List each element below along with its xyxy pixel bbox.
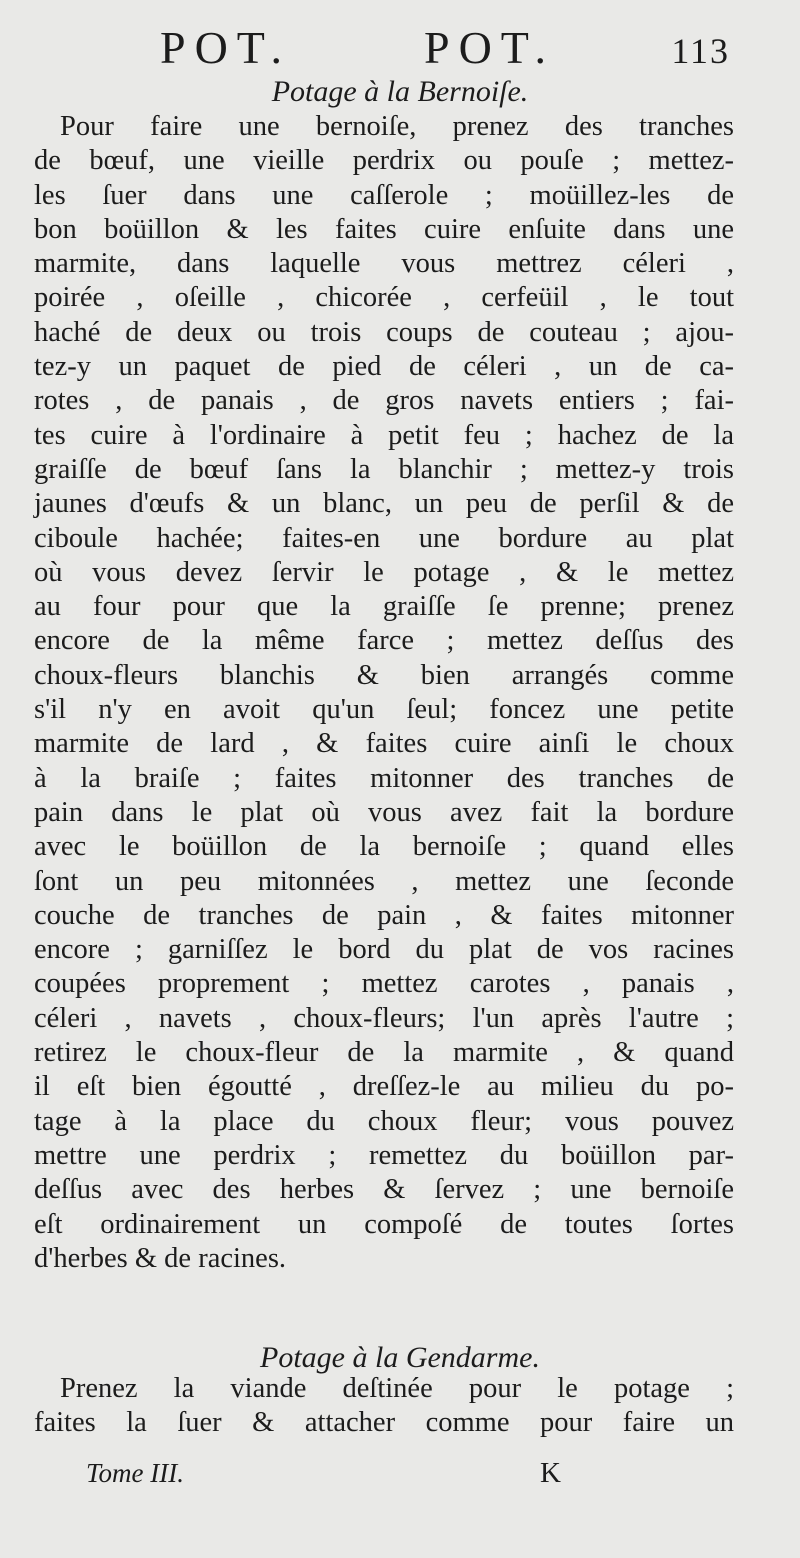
text-line: deſſus avec des herbes & ſervez ; une bernoiſe (34, 1174, 734, 1206)
text-line: où vous devez ſervir le potage , & le mettez (34, 556, 734, 588)
section-title-bernoise: Potage à la Bernoiſe. (271, 75, 529, 108)
text-line: encore ; garniſſez le bord du plat de vos racines (34, 934, 734, 966)
text-line: marmite, dans laquelle vous mettrez céleri , (34, 248, 734, 280)
text-line: rotes , de panais , de gros navets entiers ; fai- (34, 385, 734, 417)
running-head-right: POT. (424, 22, 555, 73)
text-line: coupées proprement ; mettez carotes , panais , (34, 968, 734, 1000)
text-line: céleri , navets , choux-fleurs; l'un après l'autre ; (34, 1002, 734, 1034)
text-line: bon boüillon & les faites cuire enſuite dans une (34, 213, 734, 245)
text-line: poirée , oſeille , chicorée , cerfeüil , le tout (34, 282, 734, 314)
text-line: au four pour que la graiſſe ſe prenne; prenez (34, 591, 734, 623)
text-line: de bœuf, une vieille perdrix ou pouſe ; mettez- (34, 145, 734, 177)
text-line: jaunes d'œufs & un blanc, un peu de perſil & de (34, 488, 734, 520)
text-line: d'herbes & de racines. (34, 1242, 287, 1274)
text-line: ſont un peu mitonnées , mettez une ſeconde (34, 865, 734, 897)
text-line: choux-fleurs blanchis & bien arrangés comme (34, 659, 734, 691)
text-line: tes cuire à l'ordinaire à petit feu ; hachez de la (34, 419, 734, 451)
recipe-body-gendarme (34, 1372, 734, 1441)
text-line: Pour faire une bernoiſe, prenez des tranches (60, 111, 734, 142)
text-line: avec le boüillon de la bernoiſe ; quand elles (34, 831, 734, 863)
page-number: 113 (671, 31, 730, 71)
running-head (0, 18, 800, 78)
text-line: à la braiſe ; faites mitonner des tranches de (34, 762, 734, 794)
page-footer (0, 1455, 800, 1495)
text-line: tage à la place du choux fleur; vous pouvez (34, 1105, 734, 1137)
text-line: marmite de lard , & faites cuire ainſi le choux (34, 728, 734, 760)
text-line: les ſuer dans une caſſerole ; moüillez-les de (34, 179, 734, 211)
text-line: couche de tranches de pain , & faites mitonner (34, 899, 734, 931)
signature-mark: K (540, 1457, 561, 1489)
recipe-body-bernoise (34, 110, 734, 1276)
text-line: haché de deux ou trois coups de couteau ; ajou- (34, 316, 734, 348)
text-line: eſt ordinairement un compoſé de toutes ſortes (34, 1208, 734, 1240)
text-line: il eſt bien égoutté , dreſſez-le au milieu du po- (34, 1071, 734, 1103)
text-line: encore de la même farce ; mettez deſſus des (34, 625, 734, 657)
text-line: Prenez la viande deſtinée pour le potage ; (60, 1373, 734, 1404)
text-line: retirez le choux-fleur de la marmite , & quand (34, 1037, 734, 1069)
text-line: s'il n'y en avoit qu'un ſeul; foncez une petite (34, 694, 734, 726)
text-line: faites la ſuer & attacher comme pour faire un (34, 1407, 734, 1439)
running-head-left: POT. (160, 22, 291, 73)
section-title-gendarme: Potage à la Gendarme. (260, 1341, 540, 1374)
text-line: ciboule hachée; faites-en une bordure au plat (34, 522, 734, 554)
text-line: pain dans le plat où vous avez fait la bordure (34, 796, 734, 828)
text-line: graiſſe de bœuf ſans la blanchir ; mettez-y trois (34, 453, 734, 485)
text-line: mettre une perdrix ; remettez du boüillon par- (34, 1139, 734, 1171)
volume-mark: Tome III. (86, 1458, 184, 1488)
text-line: tez-y un paquet de pied de céleri , un de ca- (34, 351, 734, 383)
